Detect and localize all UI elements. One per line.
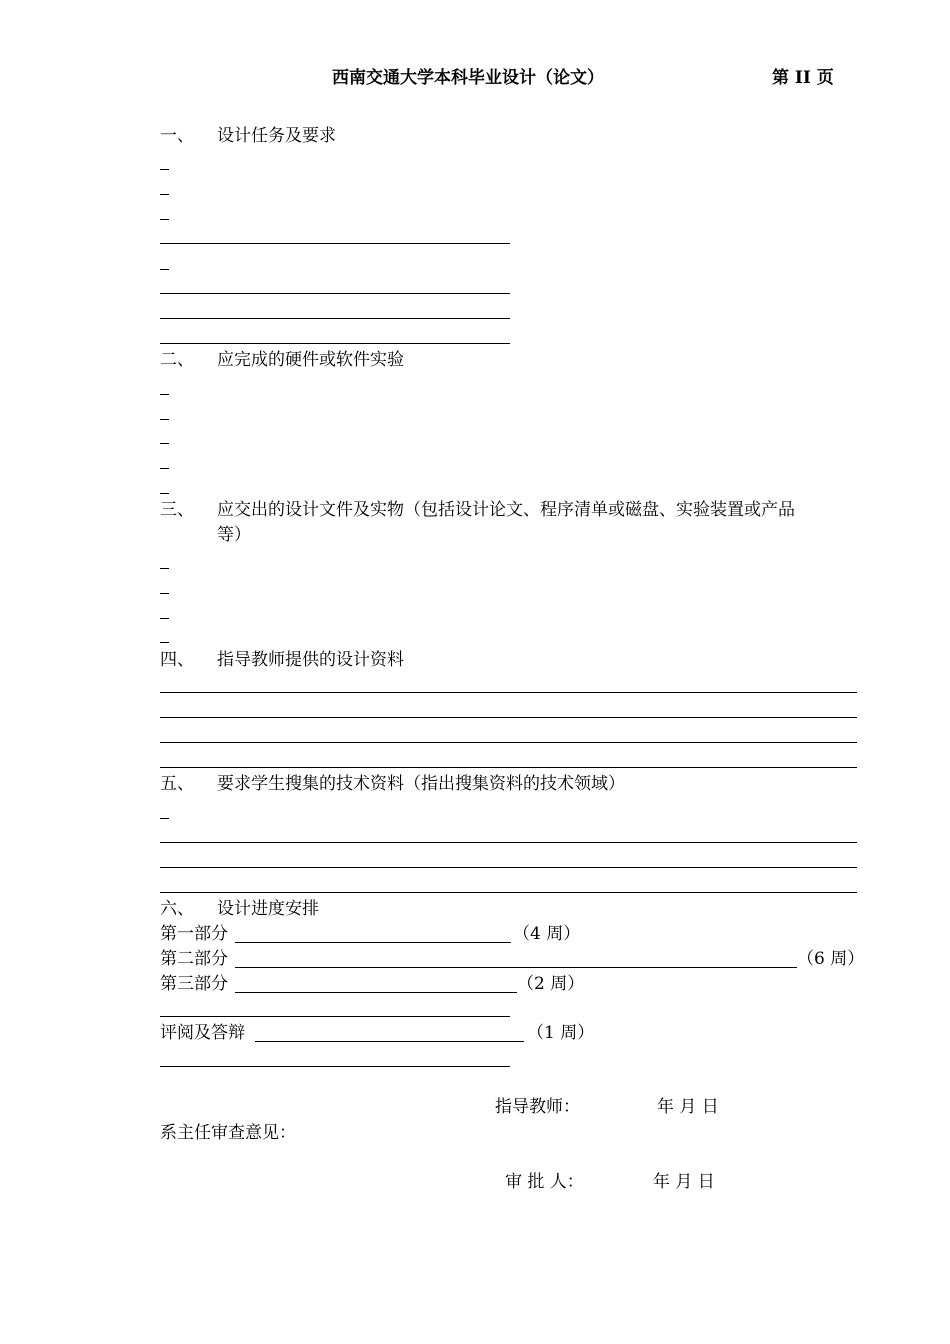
section-5-number: 五、: [160, 774, 194, 794]
list-bullet: [160, 394, 169, 395]
list-bullet: [160, 443, 169, 444]
approver-label: 审 批 人：: [505, 1172, 584, 1192]
blank-line: [160, 293, 510, 294]
list-bullet: [160, 568, 169, 569]
blank-line: [160, 1016, 510, 1017]
list-bullet: [160, 618, 169, 619]
blank-line: [160, 767, 857, 768]
blank-line: [160, 742, 857, 743]
section-5-title: 要求学生搜集的技术资料（指出搜集资料的技术领域）: [217, 774, 625, 794]
section-2-number: 二、: [160, 350, 194, 370]
schedule-review-label: 评阅及答辩: [160, 1023, 245, 1043]
blank-line: [160, 243, 510, 244]
blank-line: [160, 692, 857, 693]
blank-line: [160, 842, 857, 843]
list-bullet: [160, 493, 169, 494]
section-6-title: 设计进度安排: [217, 899, 319, 919]
section-3-number: 三、: [160, 500, 194, 520]
list-bullet: [160, 818, 169, 819]
blank-line: [160, 343, 510, 344]
schedule-part2-label: 第二部分: [160, 949, 228, 969]
advisor-signature-label: 指导教师：: [495, 1097, 580, 1117]
advisor-date: 年 月 日: [657, 1097, 719, 1117]
schedule-part3-underline: [235, 992, 517, 993]
list-bullet: [160, 593, 169, 594]
list-bullet: [160, 194, 169, 195]
schedule-review-weeks: （1 周）: [527, 1023, 595, 1043]
list-bullet: [160, 419, 169, 420]
list-bullet: [160, 269, 169, 270]
blank-line: [160, 717, 857, 718]
section-3-title: 应交出的设计文件及实物（包括设计论文、程序清单或磁盘、实验装置或产品: [217, 500, 795, 520]
schedule-review-underline: [255, 1041, 524, 1042]
blank-line: [160, 867, 857, 868]
schedule-part1-underline: [235, 942, 511, 943]
section-4-title: 指导教师提供的设计资料: [217, 650, 404, 670]
list-bullet: [160, 169, 169, 170]
approver-date: 年 月 日: [653, 1172, 715, 1192]
section-2-title: 应完成的硬件或软件实验: [217, 350, 404, 370]
schedule-part1-label: 第一部分: [160, 924, 228, 944]
schedule-part3-label: 第三部分: [160, 974, 228, 994]
blank-line: [160, 1066, 510, 1067]
document-title: 西南交通大学本科毕业设计（论文）: [332, 68, 604, 88]
list-bullet: [160, 642, 169, 643]
section-4-number: 四、: [160, 650, 194, 670]
schedule-part3-weeks: （2 周）: [517, 974, 585, 994]
section-1-title: 设计任务及要求: [217, 126, 336, 146]
schedule-part1-weeks: （4 周）: [513, 924, 581, 944]
blank-line: [160, 318, 510, 319]
dept-head-opinion-label: 系主任审查意见：: [160, 1123, 296, 1143]
blank-line: [160, 892, 857, 893]
page-number: 第 II 页: [772, 68, 834, 88]
list-bullet: [160, 468, 169, 469]
section-3-title-continued: 等）: [217, 525, 251, 545]
schedule-part2-weeks: （6 周）: [797, 949, 865, 969]
list-bullet: [160, 219, 169, 220]
section-6-number: 六、: [160, 899, 194, 919]
schedule-part2-underline: [235, 967, 797, 968]
section-1-number: 一、: [160, 126, 194, 146]
